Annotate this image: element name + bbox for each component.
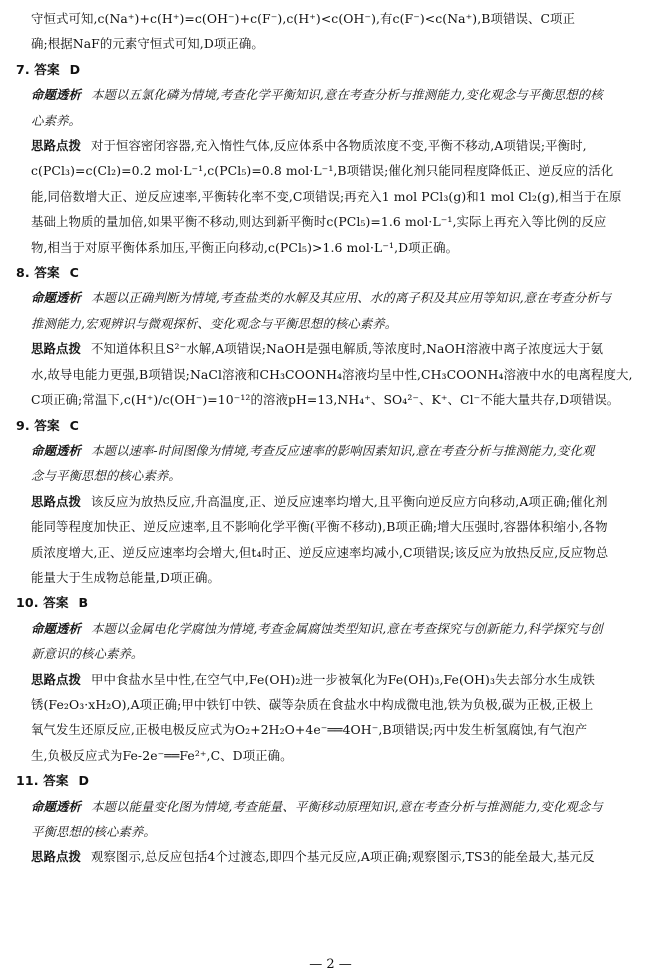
explanation-line: 能量大于生成物总能量,D项正确。 — [31, 569, 220, 585]
question-10-header — [16, 590, 647, 615]
question-11-header — [16, 768, 647, 793]
explanation-label: 思路点拨 — [31, 849, 81, 865]
analysis-line: 命题透析 本题以金属电化学腐蚀为情境,考查金属腐蚀类型知识,意在考查探究与创新能力,科学探究与创 — [31, 620, 603, 636]
answer-label: 答案 — [34, 265, 60, 281]
analysis-line: 心素养。 — [31, 112, 81, 128]
analysis-label: 命题透析 — [31, 620, 81, 636]
explanation-label: 思路点拨 — [31, 671, 81, 687]
answer-letter: C — [69, 265, 79, 281]
answer-label: 答案 — [34, 417, 60, 433]
intro-line: 确;根据NaF的元素守恒式可知,D项正确。 — [31, 36, 264, 52]
analysis-line: 命题透析 本题以速率-时间图像为情境,考查反应速率的影响因素知识,意在考查分析与推测能力,变化观 — [31, 442, 595, 458]
intro-line: 守恒式可知,c(Na⁺)+c(H⁺)=c(OH⁻)+c(F⁻),c(H⁺)<c(OH⁻),有c(F⁻)<c(Na⁺),B项错误、C项正 — [31, 11, 576, 26]
analysis-label: 命题透析 — [31, 290, 81, 306]
explanation-line: 能,同倍数增大正、逆反应速率,平衡转化率不变,C项错误;再充入1 mol PCl₃(g)和1 mol Cl₂(g),相当于在原 — [31, 188, 622, 204]
question-number: 9. — [16, 417, 30, 433]
analysis-label: 命题透析 — [31, 87, 81, 103]
analysis-line: 新意识的核心素养。 — [31, 646, 144, 662]
question-number: 8. — [16, 265, 30, 281]
question-8-header — [16, 260, 647, 285]
question-7-header — [16, 57, 647, 82]
explanation-line: 氧气发生还原反应,正极电极反应式为O₂+2H₂O+4e⁻══4OH⁻,B项错误;丙中发生析氢腐蚀,有气泡产 — [31, 722, 588, 738]
page-number: — 2 — — [309, 957, 352, 972]
explanation-line: 思路点拨 观察图示,总反应包括4个过渡态,即四个基元反应,A项正确;观察图示,TS3的能垒最大,基元反 — [31, 849, 595, 865]
explanation-line: 锈(Fe₂O₃·xH₂O),A项正确;甲中铁钉中铁、碳等杂质在食盐水中构成微电池,铁为负极,碳为正极,正极上 — [31, 696, 594, 712]
explanation-line: 生,负极反应式为Fe-2e⁻══Fe²⁺,C、D项正确。 — [31, 747, 293, 763]
answer-letter: D — [78, 773, 90, 789]
explanation-line: 思路点拨 不知道体积且S²⁻水解,A项错误;NaOH是强电解质,等浓度时,NaOH溶液中离子浓度远大于氨 — [31, 341, 604, 357]
analysis-line: 念与平衡思想的核心素养。 — [31, 468, 181, 484]
explanation-line: C项正确;常温下,c(H⁺)/c(OH⁻)=10⁻¹²的溶液pH=13,NH₄⁺、SO₄²⁻、K⁺、Cl⁻不能大量共存,D项错误。 — [31, 392, 620, 408]
question-number: 7. — [16, 61, 30, 77]
answer-letter: D — [69, 61, 81, 77]
analysis-line: 推测能力,宏观辨识与微观探析、变化观念与平衡思想的核心素养。 — [31, 315, 398, 331]
answer-label: 答案 — [43, 595, 69, 611]
explanation-label: 思路点拨 — [31, 341, 81, 357]
explanation-line: 物,相当于对原平衡体系加压,平衡正向移动,c(PCl₅)>1.6 mol·L⁻¹,D项正确。 — [31, 239, 459, 255]
question-number: 11. — [16, 773, 39, 789]
explanation-line: 能同等程度加快正、逆反应速率,且不影响化学平衡(平衡不移动),B项正确;增大压强时,容器体积缩小,各物 — [31, 519, 608, 535]
explanation-line: 水,故导电能力更强,B项错误;NaCl溶液和CH₃COONH₄溶液均呈中性,CH₃COONH₄溶液中水的电离程度大, — [31, 366, 633, 382]
question-number: 10. — [16, 595, 39, 611]
answer-label: 答案 — [43, 773, 69, 789]
explanation-line: c(PCl₃)=c(Cl₂)=0.2 mol·L⁻¹,c(PCl₅)=0.8 mol·L⁻¹,B项错误;催化剂只能同程度降低正、逆反应的活化 — [31, 163, 614, 179]
explanation-line: 基础上物质的量加倍,如果平衡不移动,则达到新平衡时c(PCl₅)=1.6 mol·L⁻¹,实际上再充入等比例的反应 — [31, 214, 607, 230]
answer-letter: C — [69, 417, 79, 433]
analysis-label: 命题透析 — [31, 798, 81, 814]
analysis-line: 命题透析 本题以五氯化磷为情境,考查化学平衡知识,意在考查分析与推测能力,变化观念与平衡思想的核 — [31, 87, 603, 103]
analysis-line: 命题透析 本题以正确判断为情境,考查盐类的水解及其应用、水的离子积及其应用等知识,意在考查分析与 — [31, 290, 612, 306]
explanation-line: 思路点拨 该反应为放热反应,升高温度,正、逆反应速率均增大,且平衡向逆反应方向移动,A项正确;催化剂 — [31, 493, 608, 509]
explanation-line: 思路点拨 对于恒容密闭容器,充入惰性气体,反应体系中各物质浓度不变,平衡不移动,A项错误;平衡时, — [31, 138, 587, 154]
analysis-line: 命题透析 本题以能量变化图为情境,考查能量、平衡移动原理知识,意在考查分析与推测能力,变化观念与 — [31, 798, 603, 814]
analysis-label: 命题透析 — [31, 442, 81, 458]
explanation-line: 思路点拨 甲中食盐水呈中性,在空气中,Fe(OH)₂进一步被氧化为Fe(OH)₃,Fe(OH)₃失去部分水生成铁 — [31, 671, 595, 687]
answer-letter: B — [78, 595, 89, 611]
answer-label: 答案 — [34, 61, 60, 77]
analysis-line: 平衡思想的核心素养。 — [31, 824, 156, 839]
explanation-line: 质浓度增大,正、逆反应速率均会增大,但t₄时正、逆反应速率均减小,C项错误;该反应为放热反应,反应物总 — [31, 544, 609, 560]
explanation-label: 思路点拨 — [31, 493, 81, 509]
explanation-label: 思路点拨 — [31, 138, 81, 154]
question-9-header — [16, 413, 647, 438]
